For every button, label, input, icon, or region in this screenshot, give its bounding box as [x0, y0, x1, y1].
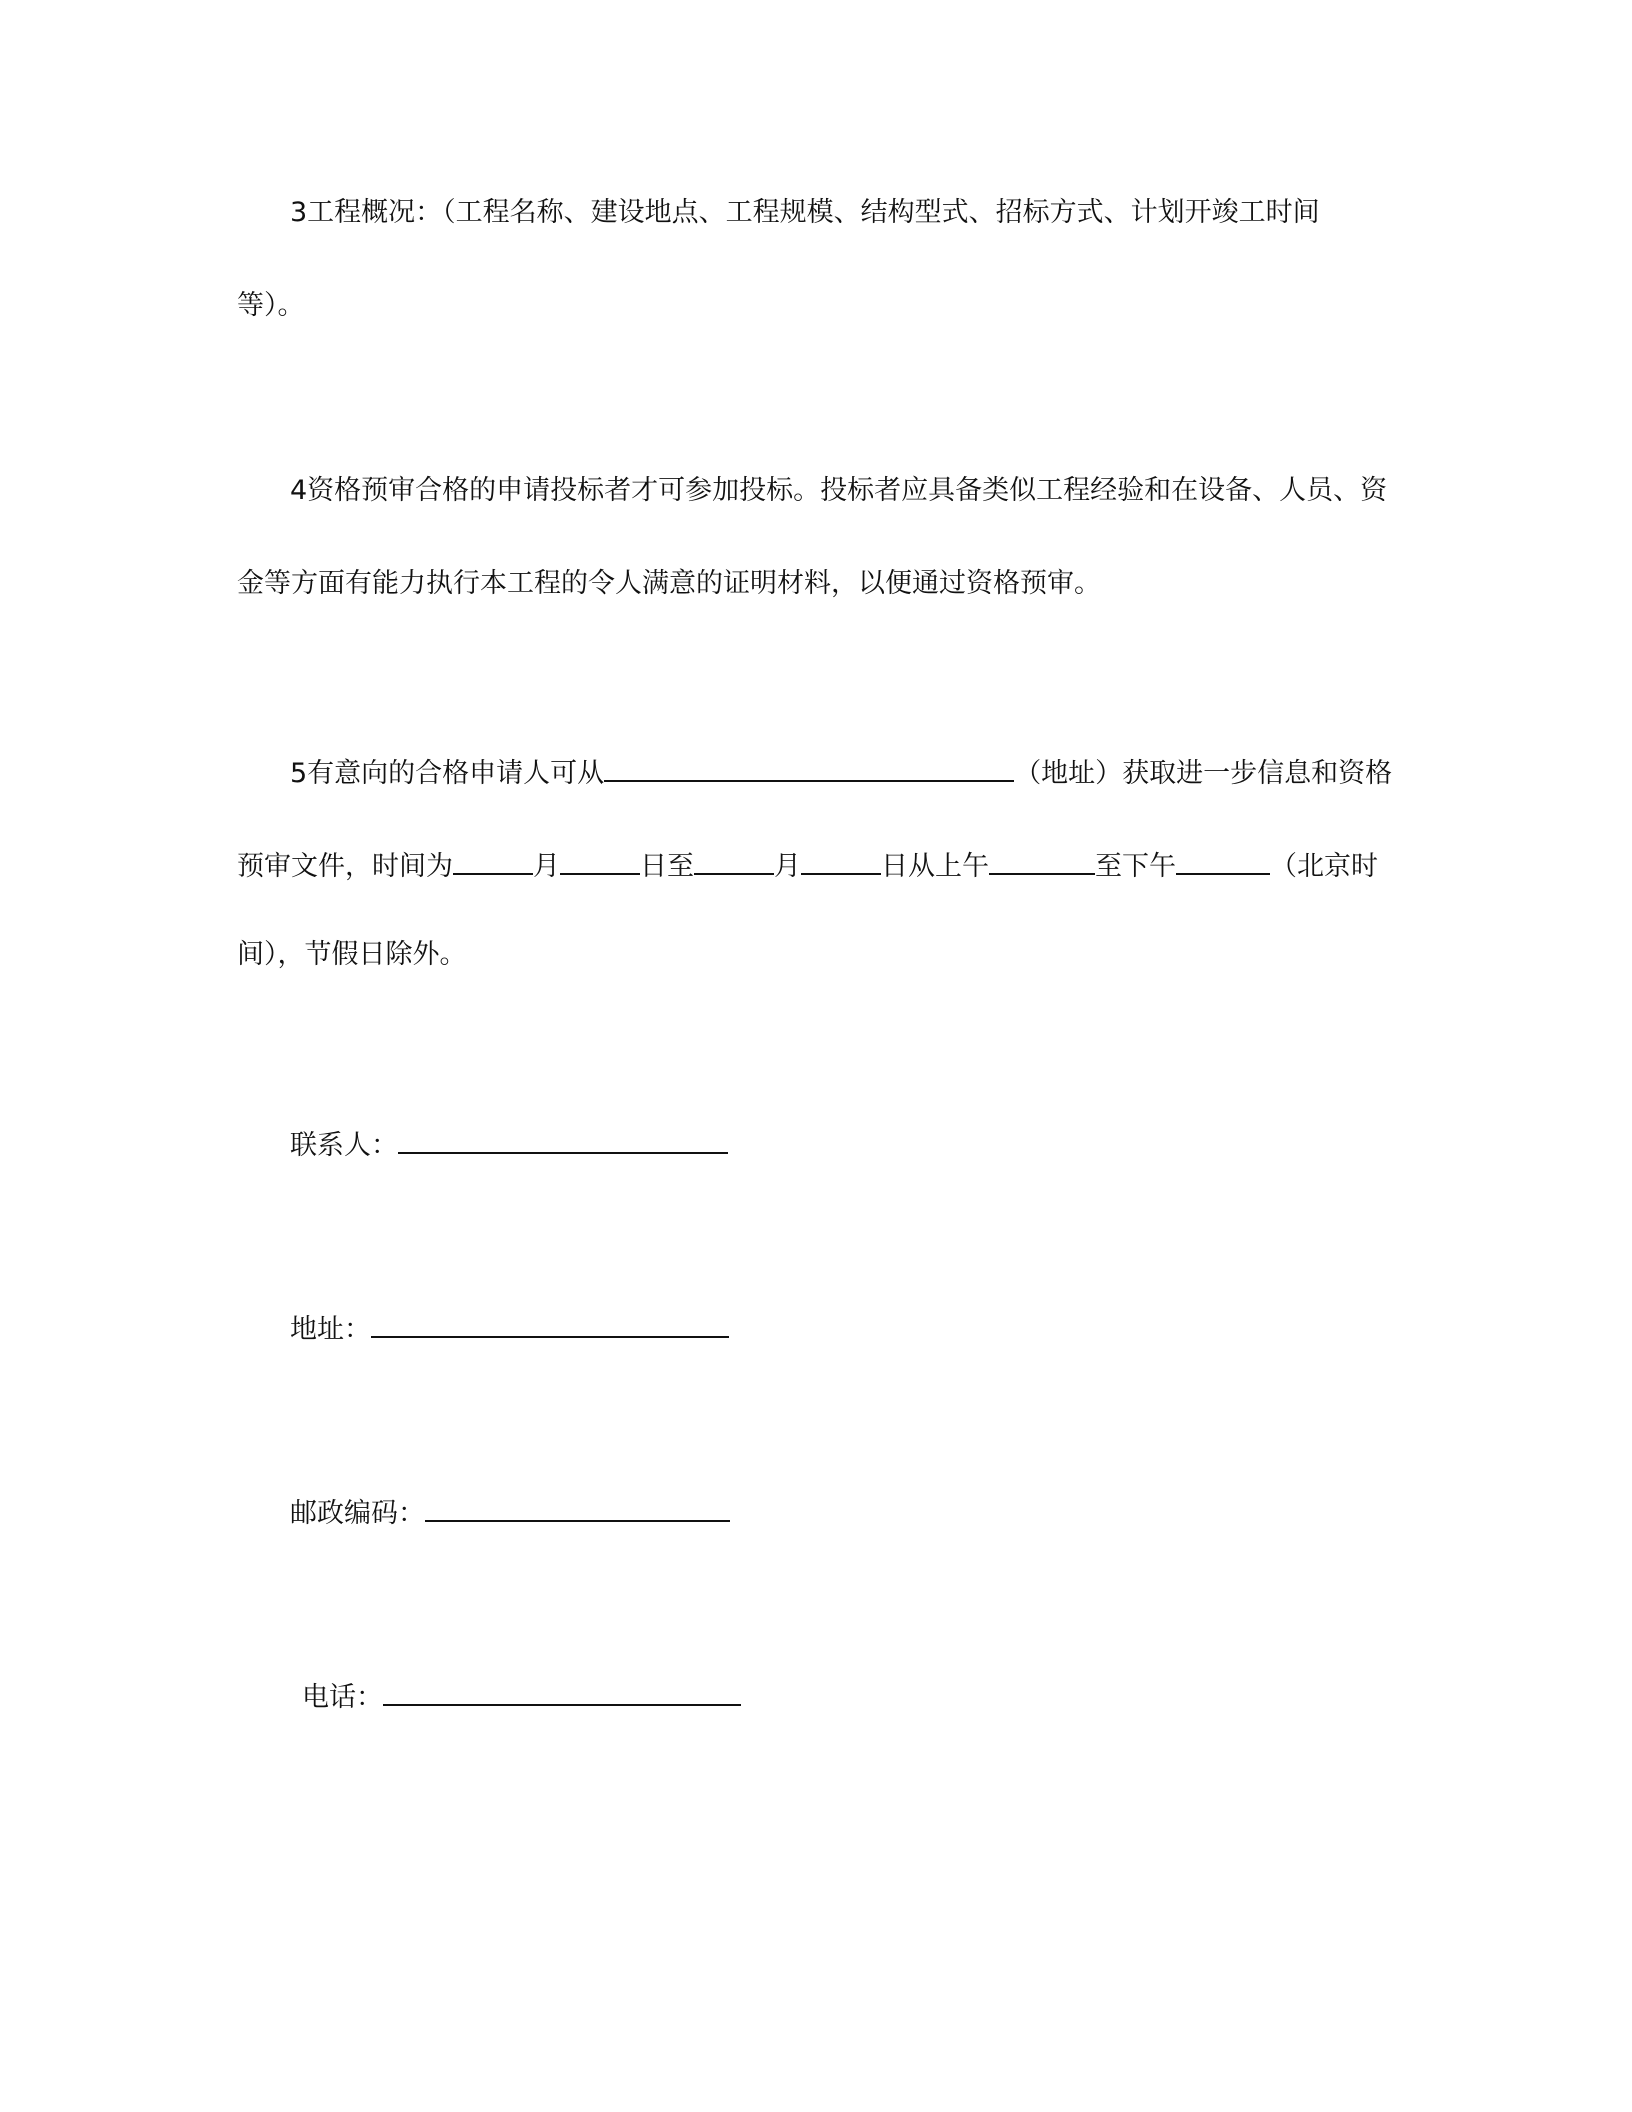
- section-5-text-2b: 月: [533, 851, 560, 882]
- contact-row: [290, 1124, 728, 1163]
- postal-label: 邮政编码：: [290, 1498, 425, 1529]
- phone-label: 电话：: [302, 1682, 383, 1713]
- start-month-blank[interactable]: [453, 845, 533, 875]
- section-4-text-2: 金等方面有能力执行本工程的令人满意的证明材料，以便通过资格预审。: [237, 568, 1101, 599]
- afternoon-time-blank[interactable]: [1176, 845, 1270, 875]
- address-blank[interactable]: [371, 1308, 729, 1338]
- section-5-text-2e: 日从上午: [881, 851, 989, 882]
- section-3-line-2: [237, 289, 305, 323]
- contact-blank[interactable]: [398, 1124, 728, 1154]
- section-5-line-3: [237, 938, 467, 972]
- end-month-blank[interactable]: [694, 845, 774, 875]
- section-5-text-2c: 日至: [640, 851, 694, 882]
- section-4-line-1: [290, 474, 1387, 508]
- address-label: 地址：: [290, 1314, 371, 1345]
- phone-row: [302, 1676, 741, 1715]
- section-3-text-2: 等）。: [237, 290, 305, 321]
- contact-label: 联系人：: [290, 1130, 398, 1161]
- postal-blank[interactable]: [425, 1492, 730, 1522]
- section-5-line-1: [290, 752, 1392, 791]
- section-4-text-1: 4资格预审合格的申请投标者才可参加投标。投标者应具备类似工程经验和在设备、人员、资: [290, 475, 1388, 506]
- address-row: [290, 1308, 729, 1347]
- section-5-line-2: [237, 845, 1378, 884]
- section-5-text-3: 间），节假日除外。: [237, 939, 467, 970]
- end-day-blank[interactable]: [801, 845, 881, 875]
- section-5-text-1a: 5有意向的合格申请人可从: [290, 758, 605, 789]
- section-5-text-2d: 月: [774, 851, 801, 882]
- phone-blank[interactable]: [383, 1676, 741, 1706]
- section-3-text-1: 3工程概况：（工程名称、建设地点、工程规模、结构型式、招标方式、计划开竣工时间: [290, 197, 1320, 228]
- postal-row: [290, 1492, 730, 1531]
- section-3-line-1: [290, 196, 1320, 230]
- morning-time-blank[interactable]: [989, 845, 1095, 875]
- section-5-text-2f: 至下午: [1095, 851, 1176, 882]
- section-4-line-2: [237, 567, 1101, 601]
- section-5-text-2g: （北京时: [1270, 851, 1378, 882]
- address-blank-inline[interactable]: [604, 752, 1014, 782]
- start-day-blank[interactable]: [560, 845, 640, 875]
- section-5-text-2a: 预审文件，时间为: [237, 851, 453, 882]
- section-5-text-1b: （地址）获取进一步信息和资格: [1014, 758, 1393, 789]
